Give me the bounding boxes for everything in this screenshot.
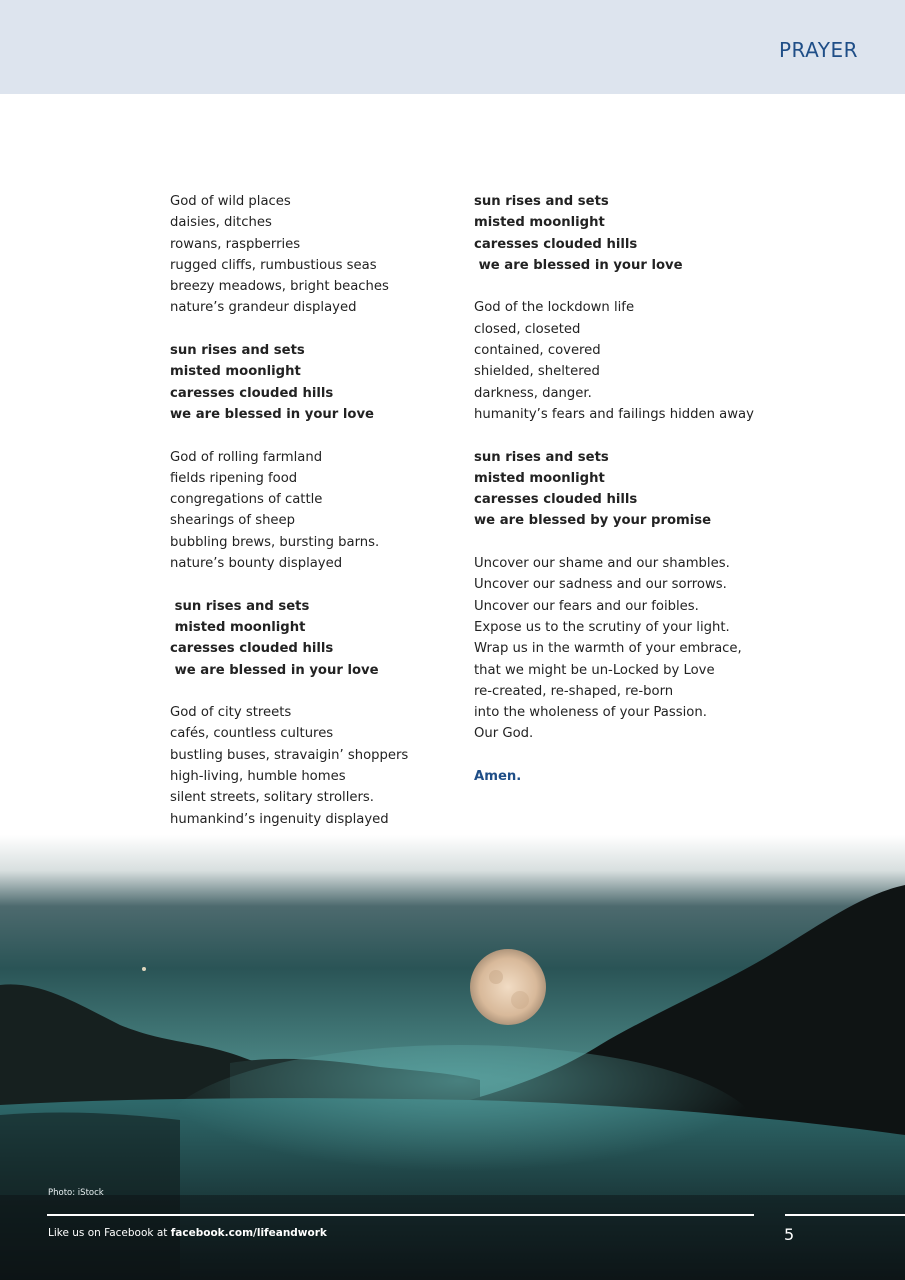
poem-line: high-living, humble homes — [170, 769, 346, 785]
stanza — [170, 340, 450, 425]
header-band — [0, 0, 905, 94]
amen-line: Amen. — [474, 769, 522, 785]
poem-line: humanity’s fears and failings hidden away — [474, 406, 754, 422]
refrain-line: we are blessed in your love — [170, 662, 379, 678]
refrain-line: sun rises and sets — [474, 449, 609, 465]
poem-left-column — [170, 191, 450, 851]
stanza — [474, 191, 764, 276]
photo-credit: Photo: iStock — [48, 1188, 104, 1198]
poem-line: God of rolling farmland — [170, 449, 323, 465]
refrain-line: misted moonlight — [474, 215, 605, 231]
stanza — [170, 596, 450, 681]
poem-line: contained, covered — [474, 343, 601, 359]
poem-line: God of city streets — [170, 705, 292, 721]
poem-line: rugged cliffs, rumbustious seas — [170, 257, 377, 273]
poem-line: Uncover our sadness and our sorrows. — [474, 577, 727, 593]
poem-line: darkness, danger. — [474, 385, 592, 401]
poem-line: bustling buses, stravaigin’ shoppers — [170, 747, 409, 763]
poem-right-column — [474, 191, 764, 787]
poem-line: God of the lockdown life — [474, 300, 635, 316]
footer-prefix: Like us on Facebook at — [48, 1227, 171, 1239]
stanza — [474, 447, 764, 532]
poem-line: into the wholeness of your Passion. — [474, 705, 707, 721]
poem-line: shielded, sheltered — [474, 364, 600, 380]
facebook-link[interactable]: facebook.com/lifeandwork — [170, 1227, 327, 1239]
poem-line: Expose us to the scrutiny of your light. — [474, 619, 730, 635]
refrain-line: caresses clouded hills — [170, 641, 334, 657]
stanza — [474, 553, 764, 745]
refrain-line: sun rises and sets — [170, 343, 305, 359]
refrain-line: we are blessed in your love — [170, 406, 374, 422]
refrain-line: we are blessed in your love — [474, 257, 683, 273]
refrain-line: sun rises and sets — [474, 194, 609, 209]
section-title: PRAYER — [778, 38, 858, 62]
refrain-line: sun rises and sets — [170, 598, 310, 614]
stanza — [170, 702, 450, 830]
poem-line: Wrap us in the warmth of your embrace, — [474, 641, 742, 657]
poem-line: Our God. — [474, 726, 534, 742]
poem-line: congregations of cattle — [170, 492, 323, 508]
refrain-line: misted moonlight — [170, 364, 301, 380]
stanza — [474, 297, 764, 425]
refrain-line: misted moonlight — [474, 470, 605, 486]
refrain-line: we are blessed by your promise — [474, 513, 712, 529]
poem-line: cafés, countless cultures — [170, 726, 334, 742]
poem-line: Uncover our shame and our shambles. — [474, 556, 730, 572]
poem-line: re-created, re-shaped, re-born — [474, 683, 674, 699]
footer-divider-right — [785, 1214, 905, 1216]
refrain-line: caresses clouded hills — [474, 236, 638, 252]
poem-line: bubbling brews, bursting barns. — [170, 534, 380, 550]
poem-line: nature’s bounty displayed — [170, 556, 343, 572]
page-number: 5 — [784, 1225, 795, 1244]
poem-line: that we might be un-Locked by Love — [474, 662, 715, 678]
poem-line: closed, closeted — [474, 321, 581, 337]
refrain-line: misted moonlight — [170, 619, 306, 635]
poem-line: daisies, ditches — [170, 215, 272, 231]
poem-line: nature’s grandeur displayed — [170, 300, 357, 316]
footer-facebook-note — [48, 1227, 327, 1239]
poem-line: shearings of sheep — [170, 513, 296, 529]
stanza — [170, 447, 450, 575]
poem-line: rowans, raspberries — [170, 236, 301, 252]
footer-divider — [47, 1214, 754, 1216]
refrain-line: caresses clouded hills — [170, 385, 334, 401]
poem-line: breezy meadows, bright beaches — [170, 279, 389, 295]
poem-line: God of wild places — [170, 194, 291, 209]
stanza — [170, 191, 450, 319]
poem-line: Uncover our fears and our foibles. — [474, 598, 699, 614]
poem-line: humankind’s ingenuity displayed — [170, 811, 389, 827]
poem-line: fields ripening food — [170, 470, 298, 486]
poem-line: silent streets, solitary strollers. — [170, 790, 374, 806]
refrain-line: caresses clouded hills — [474, 492, 638, 508]
